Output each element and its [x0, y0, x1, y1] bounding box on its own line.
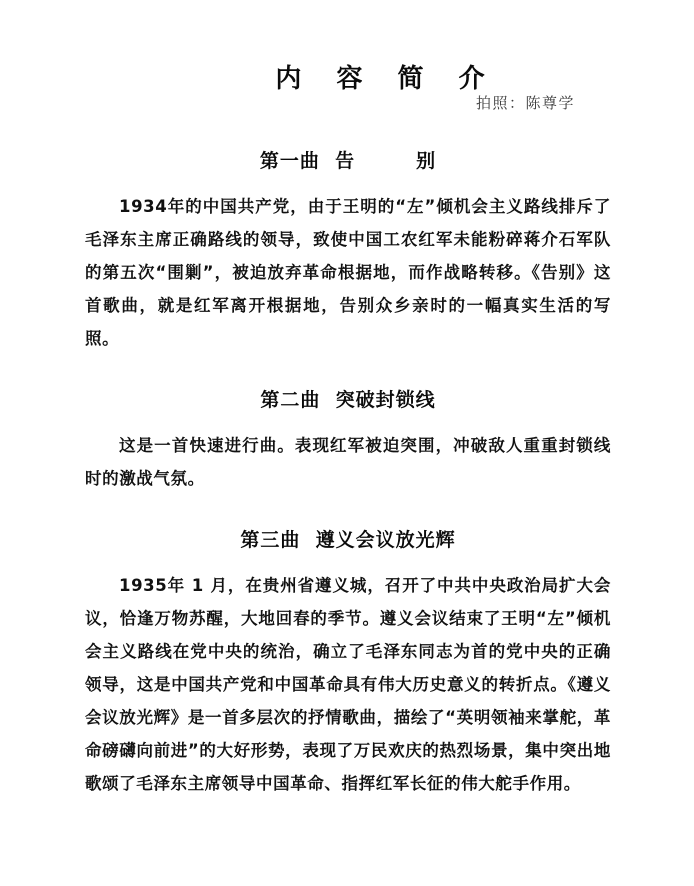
- photographer-byline: 拍照：陈尊学: [476, 94, 576, 112]
- section-heading-2: 第二曲 突破封锁线: [260, 389, 436, 411]
- section-paragraph-1: 1934年的中国共产党，由于王明的“左”倾机会主义路线排斥了毛泽东主席正确路线的领导，致使中国工农红军未能粉碎蒋介石军队的第五次“围剿”，被迫放弃革命根据地，而作战略转移。《告别》这首歌曲，就是红军离开根据地，告别众乡亲时的一幅真实生活的写照。: [85, 197, 611, 348]
- section-paragraph-3: 1935年 1 月，在贵州省遵义城，召开了中共中央政治局扩大会议，恰逢万物苏醒，大地回春的季节。遵义会议结束了王明“左”倾机会主义路线在党中央的统治，确立了毛泽东同志为首的党中央的正确领导，这是中国共产党和中国革命具有伟大历史意义的转折点。《遵义会议放光辉》是一首多层次的抒情歌曲，描绘了“英明领袖来掌舵，革命磅礴向前进”的大好形势，表现了万民欢庆的热烈场景，集中突出地歌颂了毛泽东主席领导中国革命、指挥红军长征的伟大舵手作用。: [85, 576, 611, 793]
- document-body: [85, 138, 611, 800]
- title-row: [0, 62, 694, 122]
- section-heading-1: 第一曲 告 别: [259, 150, 437, 172]
- page-title: 内 容 简 介: [275, 64, 498, 94]
- section-heading-3: 第三曲 遵义会议放光辉: [240, 529, 456, 551]
- section-paragraph-2: 这是一首快速进行曲。表现红军被迫突围，冲破敌人重重封锁线时的激战气氛。: [85, 436, 611, 488]
